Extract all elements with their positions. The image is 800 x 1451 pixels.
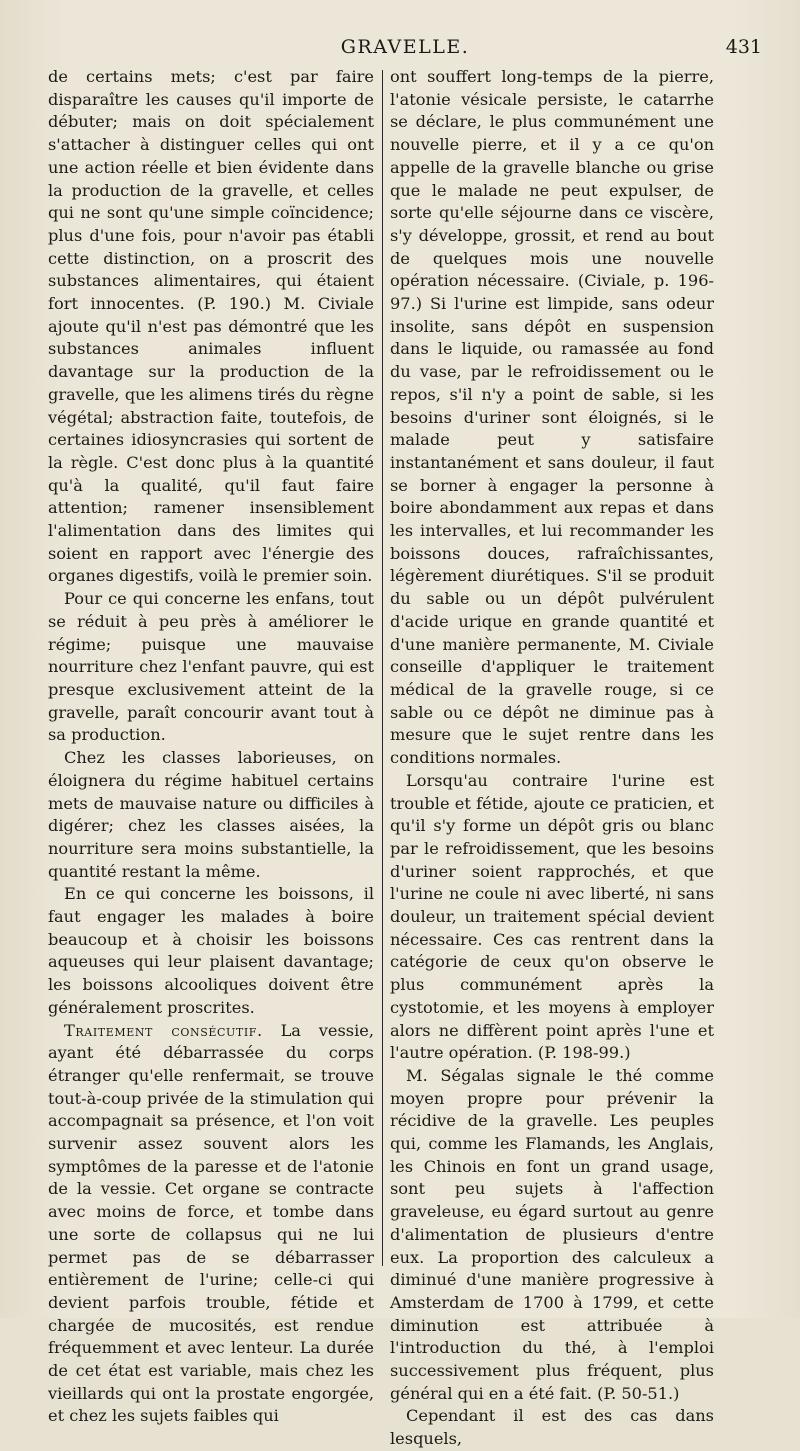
column-divider [382, 70, 383, 1266]
paragraph: Pour ce qui concerne les enfans, tout se réduit à peu près à améliorer le régime; puisque une mauvaise nourriture chez l'enfant pauvre, qui est presque exclusivement atteint de la gravelle, paraît concourir avant tout à sa production. [48, 589, 374, 745]
paragraph: ont souffert long-temps de la pierre, l'atonie vésicale persiste, le catarrhe se déclare, le plus communément une nouvelle pierre, et il y a ce qu'on appelle de la gravelle blanche ou grise que le malade ne peut expulser, de sorte qu'elle séjourne dans ce viscère, s'y développe, grossit, et rend au bout de quelques mois une nouvelle opération nécessaire. (Civiale, p. 196-97.) Si l'urine est limpide, sans odeur insolite, sans dépôt en suspension dans le liquide, ou ramassée au fond du vase, par le refroidissement ou le repos, s'il n'y a point de sable, si les besoins d'uriner sont éloignés, si le malade peut y satisfaire instantanément et sans douleur, il faut se borner à engager la personne à boire abondamment aux repas et dans les intervalles, et lui recommander les boissons douces, rafraîchissantes, légèrement diurétiques. S'il se produit du sable ou un dépôt pulvérulent d'acide urique en grande quantité et d'une manière permanente, M. Civiale conseille d'appliquer le traitement médical de la gravelle rouge, si ce sable ou ce dépôt ne diminue pas à mesure que le sujet rentre dans les conditions normales. [390, 67, 714, 768]
paragraph: Chez les classes laborieuses, on éloignera du régime habituel certains mets de mauvaise nature ou difficiles à digérer; chez les classes aisées, la nourriture sera moins substantielle, la quantité restant la même. [48, 748, 374, 881]
running-title: GRAVELLE. [340, 36, 470, 58]
paragraph: de certains mets; c'est par faire disparaître les causes qu'il importe de débuter; mais on doit spécialement s'attacher à distinguer celles qui ont une action réelle et bien évidente dans la production de la gravelle, et celles qui ne sont qu'une simple coïncidence; plus d'une fois, pour n'avoir pas établi cette distinction, on a proscrit des substances alimentaires, qui étaient fort innocentes. (P. 190.) M. Civiale ajoute qu'il n'est pas démontré que les substances animales influent davantage sur la production de la gravelle, que les alimens tirés du règne végétal; abstraction faite, toutefois, de certaines idiosyncrasies qui sortent de la règle. C'est donc plus à la quantité qu'à la qualité, qu'il faut faire attention; ramener insensiblement l'alimentation dans des limites qui soient en rapport avec l'énergie des organes digestifs, voilà le premier soin. [48, 67, 374, 586]
paragraph: M. Ségalas signale le thé comme moyen propre pour prévenir la récidive de la gravelle. Les peuples qui, comme les Flamands, les Anglais, les Chinois en font un grand usage, sont peu sujets à l'affection graveleuse, eu égard surtout au genre d'alimentation de plusieurs d'entre eux. La proportion des calculeux a diminué d'une manière progressive à Amsterdam de 1700 à 1799, et cette diminution est attribuée à l'introduction du thé, à l'emploi successivement plus fréquent, plus général qui en a été fait. (P. 50-51.) [390, 1065, 714, 1403]
paragraph: Cependant il est des cas dans lesquels, [390, 1406, 714, 1449]
paragraph: Lorsqu'au contraire l'urine est trouble et fétide, ajoute ce praticien, et qu'il s'y forme un dépôt gris ou blanc par le refroidissement, que les besoins d'uriner soient rapprochés, et que l'urine ne coule ni avec liberté, ni sans douleur, un traitement spécial devient nécessaire. Ces cas rentrent dans la catégorie de ceux qu'on observe le plus communément après la cystotomie, et les moyens à employer alors ne diffèrent point après l'une et l'autre opération. (P. 198-99.) [390, 770, 714, 1063]
paragraph: En ce qui concerne les boissons, il faut engager les malades à boire beaucoup et à choisir les boissons aqueuses qui leur plaisent davantage; les boissons alcooliques doivent être généralement proscrites. [48, 884, 374, 1017]
right-column [390, 66, 714, 1451]
page-header [48, 34, 762, 64]
paragraph-text: La vessie, ayant été débarrassée du corps étranger qu'elle renfermait, se trouve tout-à-coup privée de la stimulation qui accompagnait sa présence, et l'on voit survenir assez souvent alors les symptômes de la paresse et de l'atonie de la vessie. Cet organe se contracte avec moins de force, et tombe dans une sorte de collapsus qui ne lui permet pas de se débarrasser entièrement de l'urine; celle-ci qui devient parfois trouble, fétide et chargée de mucosités, est rendue fréquemment et avec lenteur. La durée de cet état est variable, mais chez les vieillards qui ont la prostate engorgée, et chez les sujets faibles qui [48, 1020, 374, 1426]
left-column [48, 66, 374, 1428]
section-heading: Traitement consécutif. [64, 1020, 263, 1040]
paragraph [48, 1020, 374, 1429]
page-number: 431 [725, 36, 762, 58]
